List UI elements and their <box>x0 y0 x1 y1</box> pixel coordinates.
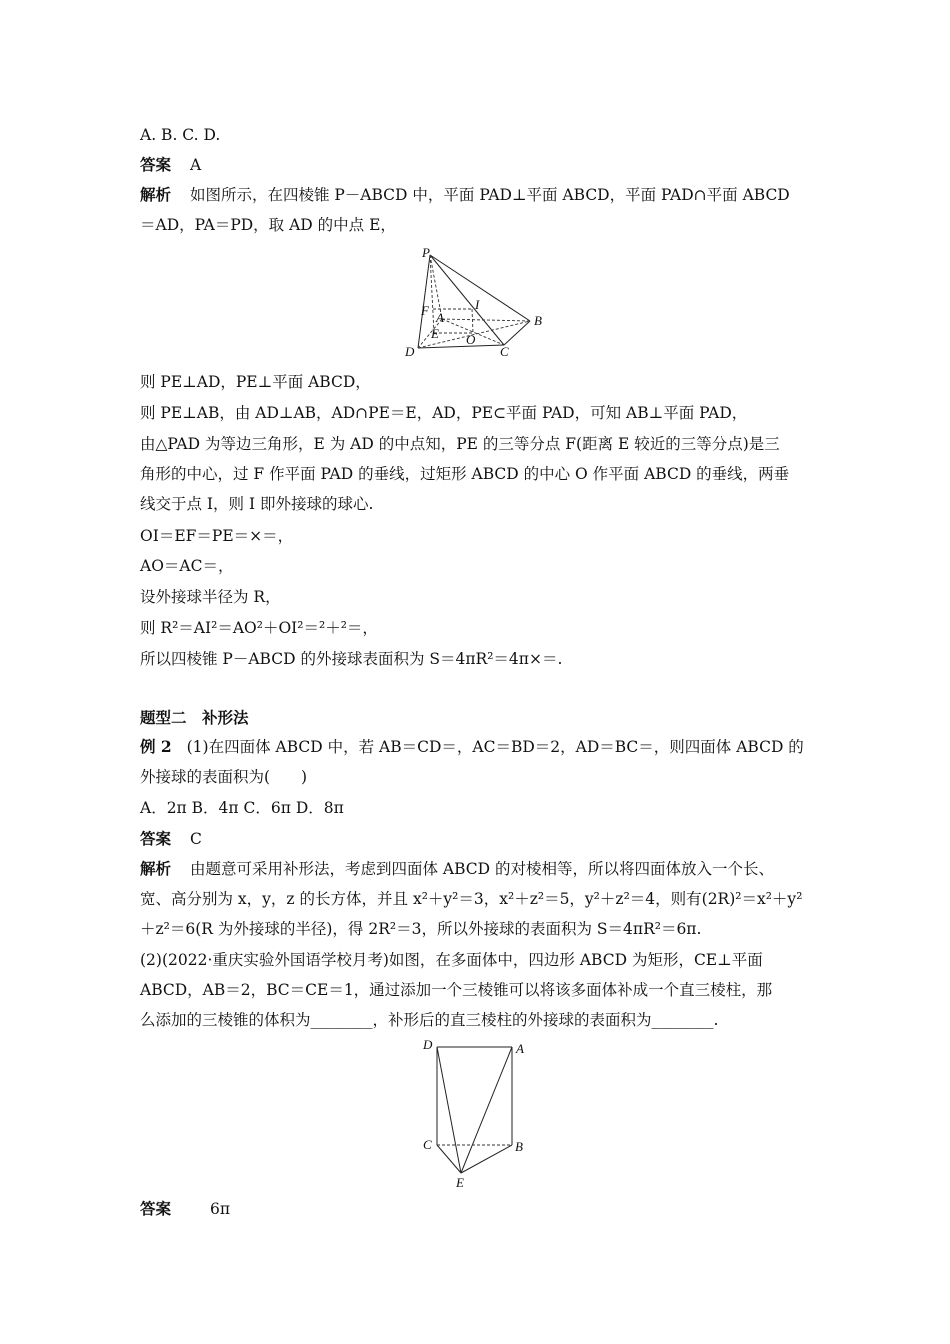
label-o: O <box>466 332 476 347</box>
example-analysis-line-2: 宽、高分别为 x，y，z 的长方体，并且 x²＋y²＝3，x²＋z²＝5，y²＋z²＝4，则有(2R)²＝x²＋y² <box>140 890 803 908</box>
analysis-label: 解析 <box>140 185 172 204</box>
analysis-line-4: 则 PE⊥AB，由 AD⊥AB，AD∩PE＝E，AD，PE⊂平面 PAD，可知 AB⊥平面 PAD， <box>140 404 748 422</box>
answer-label: 答案 <box>140 1199 172 1218</box>
analysis-line-10: 设外接球半径为 R， <box>140 588 281 606</box>
answer-value: 6π <box>209 1200 231 1218</box>
analysis-line-9: AO＝AC＝， <box>140 557 234 575</box>
example-q1-line-2: 外接球的表面积为( ) <box>140 768 308 786</box>
analysis-line-1 <box>140 185 820 205</box>
answer-label: 答案 <box>140 155 172 174</box>
label-i: I <box>475 297 480 312</box>
edge-ce <box>437 1145 461 1173</box>
analysis-line-12: 所以四棱锥 P－ABCD 的外接球表面积为 S＝4πR²＝4π×＝. <box>140 650 563 668</box>
analysis-line-6: 角形的中心，过 F 作平面 PAD 的垂线，过矩形 ABCD 的中心 O 作平面 ABCD 的垂线，两垂 <box>140 465 790 483</box>
analysis-line-8: OI＝EF＝PE＝×＝， <box>140 527 294 545</box>
edge-cb <box>504 321 530 345</box>
example-q1-text: (1)在四面体 ABCD 中，若 AB＝CD＝，AC＝BD＝2，AD＝BC＝，则四面体 ABCD 的 <box>186 738 804 756</box>
label-a: A <box>516 1041 524 1056</box>
edge-de <box>437 1047 461 1173</box>
label-d: D <box>423 1037 433 1052</box>
edge-be <box>461 1145 512 1173</box>
answer-value: A <box>189 156 202 174</box>
section-title: 题型二 补形法 <box>140 708 249 727</box>
answer-line <box>140 155 820 175</box>
example-analysis-line-1 <box>140 859 820 879</box>
label-f: F <box>421 303 429 318</box>
edge-ab <box>442 319 530 321</box>
label-e: E <box>431 326 439 341</box>
label-a: A <box>436 310 444 325</box>
answer-value: C <box>189 830 202 848</box>
label-b: B <box>534 313 542 328</box>
example-q1-line-1 <box>140 737 820 757</box>
example-q2-line-2: ABCD，AB＝2，BC＝CE＝1，通过添加一个三棱锥可以将该多面体补成一个直三棱柱，那 <box>140 981 773 999</box>
answer-label: 答案 <box>140 829 172 848</box>
edge-ae <box>461 1047 512 1173</box>
label-b: B <box>515 1139 523 1154</box>
edge-pb <box>430 255 530 321</box>
options-line: A. B. C. D. <box>140 126 221 144</box>
pyramid-figure <box>400 243 560 361</box>
example-q2-line-1: (2)(2022·重庆实验外国语学校月考)如图，在多面体中，四边形 ABCD 为矩形，CE⊥平面 <box>140 951 763 969</box>
label-p: P <box>422 245 430 260</box>
analysis-line-2: ＝AD，PA＝PD，取 AD 的中点 E， <box>140 216 396 234</box>
label-c: C <box>423 1137 432 1152</box>
analysis-line-11: 则 R²＝AI²＝AO²＋OI²＝²＋²＝， <box>140 619 378 637</box>
analysis-label: 解析 <box>140 859 172 878</box>
example-label: 例 2 <box>140 737 172 756</box>
example-answer-line <box>140 829 820 849</box>
answer2-line <box>140 1199 820 1219</box>
label-c: C <box>500 344 509 359</box>
analysis-line-3: 则 PE⊥AD，PE⊥平面 ABCD， <box>140 373 371 391</box>
example-analysis-line-3: ＋z²＝6(R 为外接球的半径)，得 2R²＝3，所以外接球的表面积为 S＝4πR²＝6π. <box>140 920 702 938</box>
edge-dc <box>418 345 504 348</box>
edge-pd <box>418 255 430 348</box>
example-options: A．2π B．4π C．6π D．8π <box>140 799 344 817</box>
analysis-text: 如图所示，在四棱锥 P－ABCD 中，平面 PAD⊥平面 ABCD，平面 PAD∩平面 ABCD <box>189 186 790 204</box>
polyhedron-figure <box>415 1035 535 1193</box>
analysis-line-7: 线交于点 I，则 I 即外接球的球心. <box>140 495 374 513</box>
label-d: D <box>405 344 415 359</box>
analysis-text: 由题意可采用补形法，考虑到四面体 ABCD 的对棱相等，所以将四面体放入一个长、 <box>189 860 774 878</box>
label-e: E <box>456 1175 464 1190</box>
segment-io <box>472 309 473 333</box>
example-q2-line-3: 么添加的三棱锥的体积为________，补形后的直三棱柱的外接球的表面积为________. <box>140 1011 719 1029</box>
analysis-line-5: 由△PAD 为等边三角形，E 为 AD 的中点知，PE 的三等分点 F(距离 E 较近的三等分点)是三 <box>140 435 780 453</box>
